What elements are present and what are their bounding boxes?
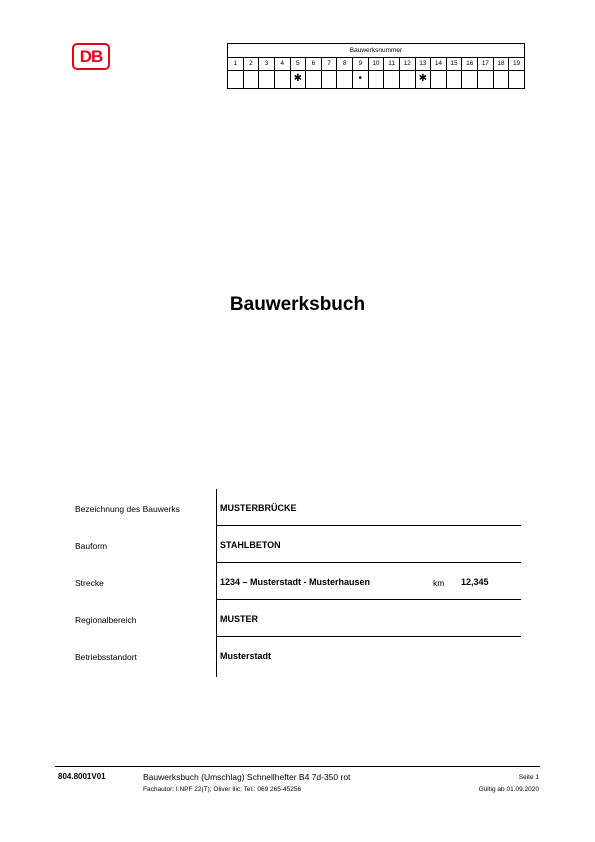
bauwerksnummer-mark-cell xyxy=(494,71,510,88)
info-label: Bezeichnung des Bauwerks xyxy=(75,504,180,514)
bauwerksnummer-column-number: 19 xyxy=(512,60,521,67)
bauwerksnummer-mark-cell xyxy=(447,71,463,88)
info-label: Regionalbereich xyxy=(75,615,137,625)
bauwerksnummer-table xyxy=(227,43,525,89)
bauwerksnummer-mark-cell xyxy=(431,71,447,88)
bauwerksnummer-title: Bauwerksnummer xyxy=(228,44,524,58)
bauwerksnummer-number-row xyxy=(228,58,524,71)
bauwerksnummer-mark-cell xyxy=(462,71,478,88)
footer-valid-date: Gültig ab 01.09.2020 xyxy=(478,786,539,793)
bauwerksnummer-mark-cell xyxy=(337,71,353,88)
bauwerksnummer-mark-cell xyxy=(400,71,416,88)
bauwerksnummer-column-number: 5 xyxy=(291,58,307,70)
db-logo-text: DB xyxy=(79,47,103,66)
bauwerksnummer-column-number: 14 xyxy=(431,58,447,70)
info-value: Musterstadt xyxy=(220,651,272,661)
bauwerksnummer-column-number: 9 xyxy=(353,58,369,70)
info-value: STAHLBETON xyxy=(220,540,281,550)
bauwerksnummer-mark-cell xyxy=(369,71,385,88)
info-row-bauform xyxy=(73,526,521,563)
info-value: MUSTER xyxy=(220,614,258,624)
footer-divider xyxy=(55,766,540,767)
bauwerksnummer-mark-cell xyxy=(228,71,244,88)
bauwerksnummer-column-number: 1 xyxy=(228,58,244,70)
bauwerksnummer-column-number: 11 xyxy=(384,58,400,70)
bauwerksnummer-column-number: 17 xyxy=(478,58,494,70)
bauwerksnummer-mark-row xyxy=(228,71,524,88)
bauwerksnummer-column-number: 2 xyxy=(244,58,260,70)
info-row-regionalbereich xyxy=(73,600,521,637)
bauwerksnummer-column-number: 10 xyxy=(369,58,385,70)
km-value: 12,345 xyxy=(461,577,489,587)
info-row-strecke xyxy=(73,563,521,600)
bauwerksnummer-column-number: 6 xyxy=(306,58,322,70)
bauwerksnummer-column-number: 12 xyxy=(400,58,416,70)
bauwerksnummer-column-number: 7 xyxy=(322,58,338,70)
page-title: Bauwerksbuch xyxy=(229,294,366,315)
bauwerksnummer-mark-cell xyxy=(322,71,338,88)
info-value: MUSTERBRÜCKE xyxy=(220,503,297,513)
bauwerksnummer-column-number: 16 xyxy=(462,58,478,70)
bauwerksnummer-column-number: 15 xyxy=(447,58,463,70)
bauwerksnummer-mark-cell xyxy=(478,71,494,88)
bauwerksnummer-column-number: 18 xyxy=(494,58,510,70)
info-row-bezeichnung xyxy=(73,489,521,526)
footer-description: Bauwerksbuch (Umschlag) Schnellhefter B4 7d-350 rot xyxy=(143,772,351,782)
bauwerksnummer-mark-cell: ✱ xyxy=(291,71,307,88)
footer-doc-code: 804.8001V01 xyxy=(58,772,106,781)
bauwerksnummer-column-number: 4 xyxy=(275,58,291,70)
bauwerksnummer-mark-cell xyxy=(509,71,524,88)
bauwerksnummer-mark-cell: • xyxy=(353,71,369,88)
db-logo xyxy=(72,43,110,70)
footer-author: Fachautor: I.NPF 22(T); Oliver Ilic; Tel.: 069 265-45256 xyxy=(143,786,302,793)
info-label: Betriebsstandort xyxy=(75,652,137,662)
info-label: Strecke xyxy=(75,578,104,588)
info-table xyxy=(73,489,521,674)
km-label: km xyxy=(433,578,445,588)
bauwerksnummer-mark-cell xyxy=(275,71,291,88)
bauwerksnummer-mark-cell xyxy=(259,71,275,88)
footer-page-number: Seite 1 xyxy=(518,774,539,781)
bauwerksnummer-column-number: 13 xyxy=(416,58,432,70)
bauwerksnummer-mark-cell xyxy=(384,71,400,88)
bauwerksnummer-mark-cell xyxy=(306,71,322,88)
bauwerksnummer-column-number: 8 xyxy=(337,58,353,70)
bauwerksnummer-column-number: 3 xyxy=(259,58,275,70)
bauwerksnummer-mark-cell xyxy=(244,71,260,88)
info-value: 1234 – Musterstadt - Musterhausen xyxy=(220,577,371,587)
info-row-betriebsstandort xyxy=(73,637,521,674)
bauwerksnummer-mark-cell: ✱ xyxy=(416,71,432,88)
info-label: Bauform xyxy=(75,541,108,551)
